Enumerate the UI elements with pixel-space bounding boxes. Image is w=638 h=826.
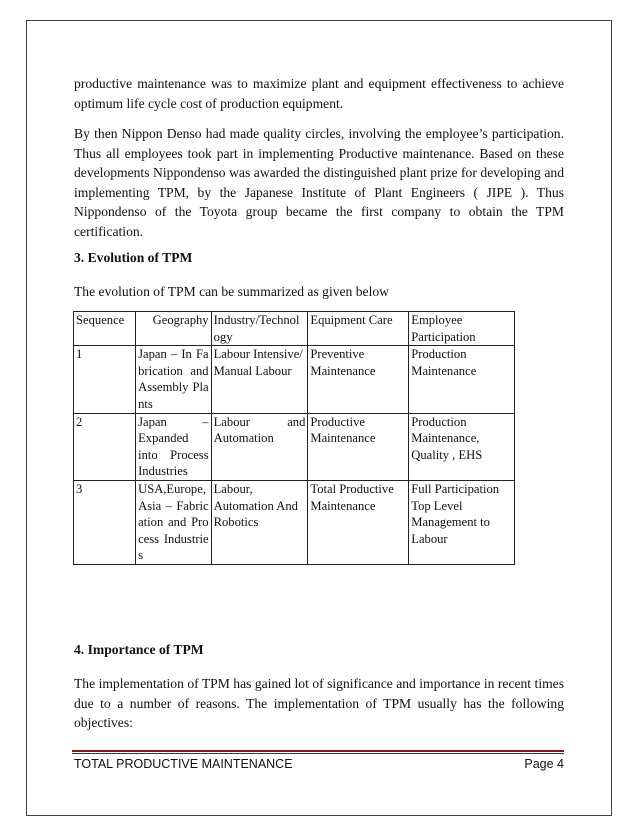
table-row <box>74 480 515 564</box>
heading-evolution: 3. Evolution of TPM <box>74 250 193 265</box>
table-cell: 2 <box>74 413 136 480</box>
table-header-row <box>74 312 515 346</box>
table-row <box>74 413 515 480</box>
table-cell: Labour and Automation <box>211 413 308 480</box>
footer-rule-thin <box>72 753 564 754</box>
evolution-table <box>73 311 515 565</box>
paragraph-nippondenso: By then Nippon Denso had made quality circles, involving the employee’s participation. Thus all employees took part in implementing Productive maintenance. Based on these developments Nippondenso was awarded the distinguished plant prize for developing and implementing TPM, by the Japanese Institute of Plant Engineers ( JIPE ). Thus Nippondenso of the Toyota group became the first company to obtain the TPM certification. <box>74 126 564 239</box>
footer-rule <box>72 750 564 752</box>
table-cell: Labour, Automation And Robotics <box>211 480 308 564</box>
heading-importance: 4. Importance of TPM <box>74 642 204 657</box>
paragraph-evolution-intro: The evolution of TPM can be summarized as given below <box>74 284 389 299</box>
table-cell: Labour Intensive/ Manual Labour <box>211 346 308 413</box>
table-cell: Production Maintenance <box>409 346 515 413</box>
table-cell: USA,Europe, Asia – Fabrication and Process Industries <box>136 480 212 564</box>
table-cell: Japan – Expanded into Process Industries <box>136 413 212 480</box>
table-row <box>74 346 515 413</box>
table-header-cell: Industry/Technology <box>211 312 308 346</box>
table-header-cell: Sequence <box>74 312 136 346</box>
table-cell: Production Maintenance, Quality , EHS <box>409 413 515 480</box>
table-cell: 1 <box>74 346 136 413</box>
table-header-cell: Equipment Care <box>308 312 409 346</box>
table-cell: Total Productive Maintenance <box>308 480 409 564</box>
table-cell: Productive Maintenance <box>308 413 409 480</box>
footer-title: TOTAL PRODUCTIVE MAINTENANCE <box>74 757 293 771</box>
footer-page-number: Page 4 <box>524 757 564 771</box>
table-cell: Japan – In Fabrication and Assembly Plants <box>136 346 212 413</box>
table-cell: Full Participation Top Level Management to Labour <box>409 480 515 564</box>
table-header-cell: Employee Participation <box>409 312 515 346</box>
table-cell: Preventive Maintenance <box>308 346 409 413</box>
table-header-cell: Geography <box>136 312 212 346</box>
table-cell: 3 <box>74 480 136 564</box>
paragraph-tpm-goal: productive maintenance was to maximize plant and equipment effectiveness to achieve optimum life cycle cost of production equipment. <box>74 76 564 111</box>
paragraph-importance: The implementation of TPM has gained lot of significance and importance in recent times due to a number of reasons. The implementation of TPM usually has the following objectives: <box>74 676 564 730</box>
